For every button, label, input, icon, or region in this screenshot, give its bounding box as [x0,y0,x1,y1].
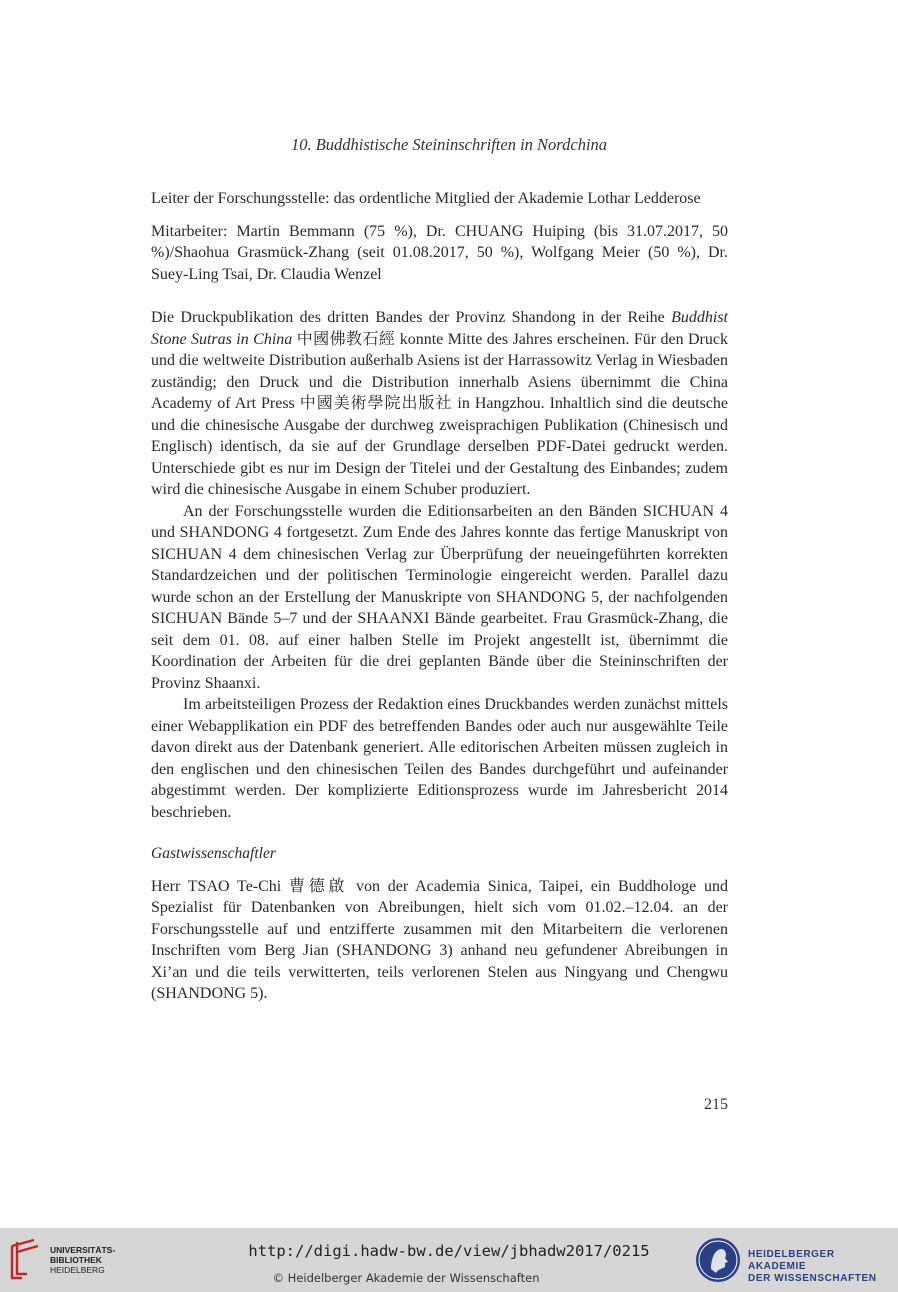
permalink-url[interactable]: http://digi.hadw-bw.de/view/jbhadw2017/0215 [248,1242,650,1260]
academy-line-1: HEIDELBERGER AKADEMIE [748,1249,835,1272]
body-paragraph-3: Im arbeitsteiligen Prozess der Redaktion eines Druckbandes werden zunächst mittels einer Webapplikation ein PDF des betreffenden Bandes oder auch nur ausgewählte Teile davon direkt aus der Datenbank generiert. Alle editorischen Arbeiten müssen zugleich in den englischen und den chinesischen Teilen des Bandes durchgeführt und aufeinander abgestimmt werden. Der komplizierte Editionsprozess wurde im Jahresbericht 2014 beschrieben. [151,696,728,821]
running-header: 10. Buddhistische Steininschriften in Nordchina [290,135,608,154]
academy-seal-icon [694,1236,742,1284]
ub-line-3: HEIDELBERG [50,1265,105,1275]
academy-line-2: DER WISSENSCHAFTEN [748,1273,877,1284]
ub-line-2: BIBLIOTHEK [50,1255,102,1265]
ub-line-1: UNIVERSITÄTS- [50,1245,116,1255]
leiter-paragraph: Leiter der Forschungsstelle: das ordentliche Mitglied der Akademie Lothar Ledderose [151,190,701,207]
series-title: Buddhist Stone Sutras in China [151,309,728,348]
body-paragraph-4: Herr TSAO Te-Chi 曹德啟 von der Academia Sinica, Taipei, ein Buddhologe und Spezialist für Datenbanken von Abreibungen, hielt sich vom 01.02.–12.04. an der Forschungsstelle auf und entzifferte zusammen mit den Mitarbeitern die verlorenen Inschriften vom Berg Jian (SHANDONG 3) anhand neu gefundener Abreibungen in Xi’an und die teils verwitterten, teils verlorenen Stelen aus Ningyang und Chengwu (SHANDONG 5). [151,877,728,1002]
page-number: 215 [704,1096,728,1113]
paragraph-1-text-end: 中國佛教石經 konnte Mitte des Jahres erscheinen. Für den Druck und die weltweite Distribution außerhalb Asiens ist der Harrassowitz Verlag in Wiesbaden zuständig; den Druck und die Distribution innerhalb Asiens übernimmt die China Academy of Art Press 中國美術學院出版社 in Hangzhou. Inhaltlich sind die deutsche und die chinesische Ausgabe der durchweg zweisprachigen Publikation (Chinesisch und Englisch) identisch, da sie auf der Grundlage derselben PDF-Datei gedruckt werden. Unterschiede gibt es nur im Design der Titelei und der Gestaltung des Einbandes; zudem wird die chinesische Ausgabe in einem Schuber produziert. [151,330,728,498]
mitarbeiter-paragraph: Mitarbeiter: Martin Bemmann (75 %), Dr. CHUANG Huiping (bis 31.07.2017, 50 %)/Shaohua Grasmück-Zhang (seit 01.08.2017, 50 %), Wolfgang Meier (50 %), Dr. Suey-Ling Tsai, Dr. Claudia Wenzel [151,222,728,283]
academy-name [748,1249,894,1285]
page-body [151,188,728,1005]
copyright-notice: © Heidelberger Akademie der Wissenschaften [272,1271,540,1285]
body-paragraph-1 [151,307,728,501]
footer-bar [0,1228,898,1292]
academy-logo[interactable] [694,1236,894,1284]
paragraph-1-text-start: Die Druckpublikation des dritten Bandes der Provinz Shandong in der Reihe [151,309,672,326]
body-paragraph-2: An der Forschungsstelle wurden die Editionsarbeiten an den Bänden SICHUAN 4 und SHANDONG 4 fortgesetzt. Zum Ende des Jahres konnte das fertige Manuskript von SICHUAN 4 dem chinesischen Verlag zur Überprüfung der neueingeführten korrekten Standardzeichen und der politischen Terminologie eingereicht werden. Parallel dazu wurde schon an der Erstellung der Manuskripte von SHANDONG 5, der nachfolgenden SICHUAN Bände 5–7 und der SHAANXI Bände gearbeitet. Frau Grasmück-Zhang, die seit dem 01. 08. auf einer halben Stelle im Projekt angestellt ist, übernimmt die Koordination der Arbeiten für die drei geplanten Bände über die Steininschriften der Provinz Shaanxi. [151,502,728,692]
section-heading-gastwissenschaftler: Gastwissenschaftler [151,845,276,862]
